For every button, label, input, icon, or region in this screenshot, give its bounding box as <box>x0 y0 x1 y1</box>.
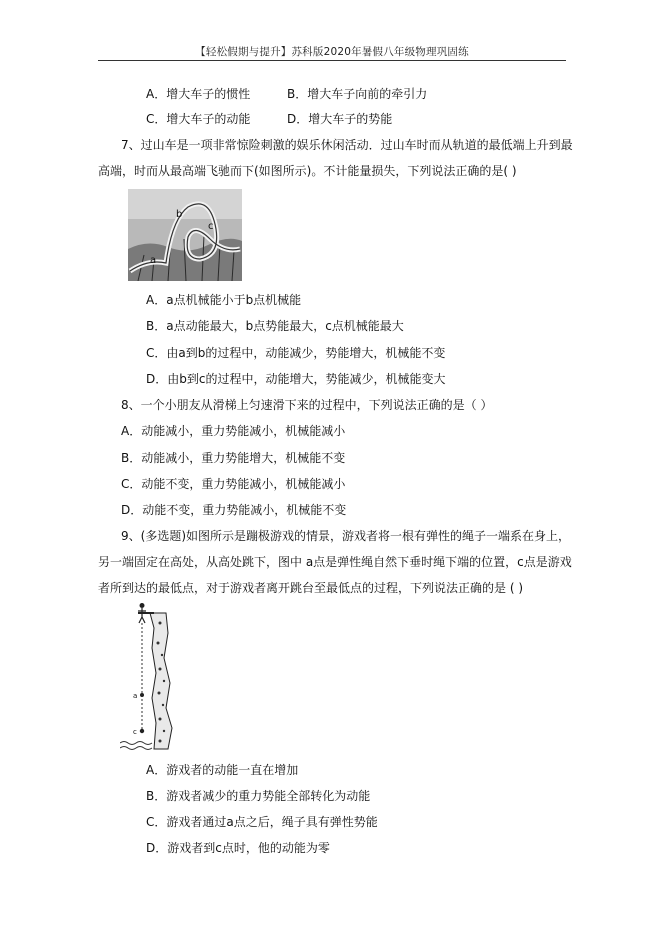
water <box>120 742 152 750</box>
q9-option-d: D．游戏者到c点时，他的动能为零 <box>146 841 330 855</box>
q7-option-a: A．a点机械能小于b点机械能 <box>146 293 302 307</box>
q8-option-d: D．动能不变，重力势能减小，机械能不变 <box>121 503 347 517</box>
q6-option-c: C．增大车子的动能 <box>146 112 251 126</box>
q9-option-b: B．游戏者减少的重力势能全部转化为动能 <box>146 789 371 803</box>
q6-option-a: A．增大车子的惯性 <box>146 87 251 101</box>
q9-stem-line2: 另一端固定在高处，从高处跳下，图中 a点是弹性绳自然下垂时绳下端的位置，c点是游戏 <box>98 555 572 569</box>
q8-option-c: C．动能不变，重力势能减小，机械能减小 <box>121 477 346 491</box>
label-a: a <box>150 255 157 266</box>
q9-stem-line3: 者所到达的最低点，对于游戏者离开跳台至最低点的过程，下列说法正确的是 ( ) <box>98 581 523 595</box>
q7-option-c: C．由a到b的过程中，动能减少，势能增大，机械能不变 <box>146 346 446 360</box>
q6-option-b: B．增大车子向前的牵引力 <box>287 87 428 101</box>
roller-coaster-figure <box>128 189 242 281</box>
q9-option-c: C．游戏者通过a点之后，绳子具有弹性势能 <box>146 815 378 829</box>
label-c: c <box>208 221 214 232</box>
cliff <box>150 613 172 749</box>
q7-stem-line1: 7、过山车是一项非常惊险刺激的娱乐休闲活动．过山车时而从轨道的最低端上升到最 <box>121 138 573 152</box>
label-b: b <box>176 209 183 220</box>
label-a: a <box>133 692 138 700</box>
q9-stem-line1: 9、(多选题)如图所示是蹦极游戏的情景，游戏者将一根有弹性的绳子一端系在身上， <box>121 529 571 543</box>
point-c-marker <box>140 729 144 733</box>
jumper-body <box>138 608 146 623</box>
q7-option-d: D．由b到c的过程中，动能增大，势能减少，机械能变大 <box>146 372 446 386</box>
label-c: c <box>133 728 137 736</box>
q6-option-d: D．增大车子的势能 <box>287 112 393 126</box>
page-header: 【轻松假期与提升】苏科版2020年暑假八年级物理巩固练 <box>195 46 469 58</box>
jumper-head <box>140 603 145 608</box>
figure-sky <box>128 189 242 219</box>
q8-option-b: B．动能减小，重力势能增大，机械能不变 <box>121 451 346 465</box>
q9-option-a: A．游戏者的动能一直在增加 <box>146 763 299 777</box>
q8-stem: 8、一个小朋友从滑梯上匀速滑下来的过程中，下列说法正确的是（ ） <box>121 398 493 412</box>
point-a-marker <box>140 693 144 697</box>
bungee-figure <box>120 603 182 753</box>
header-rule <box>98 60 566 61</box>
q7-stem-line2: 高端，时而从最高端飞驰而下(如图所示)。不计能量损失，下列说法正确的是( ) <box>98 164 517 178</box>
q8-option-a: A．动能减小，重力势能减小，机械能减小 <box>121 424 346 438</box>
q7-option-b: B．a点动能最大，b点势能最大，c点机械能最大 <box>146 319 404 333</box>
